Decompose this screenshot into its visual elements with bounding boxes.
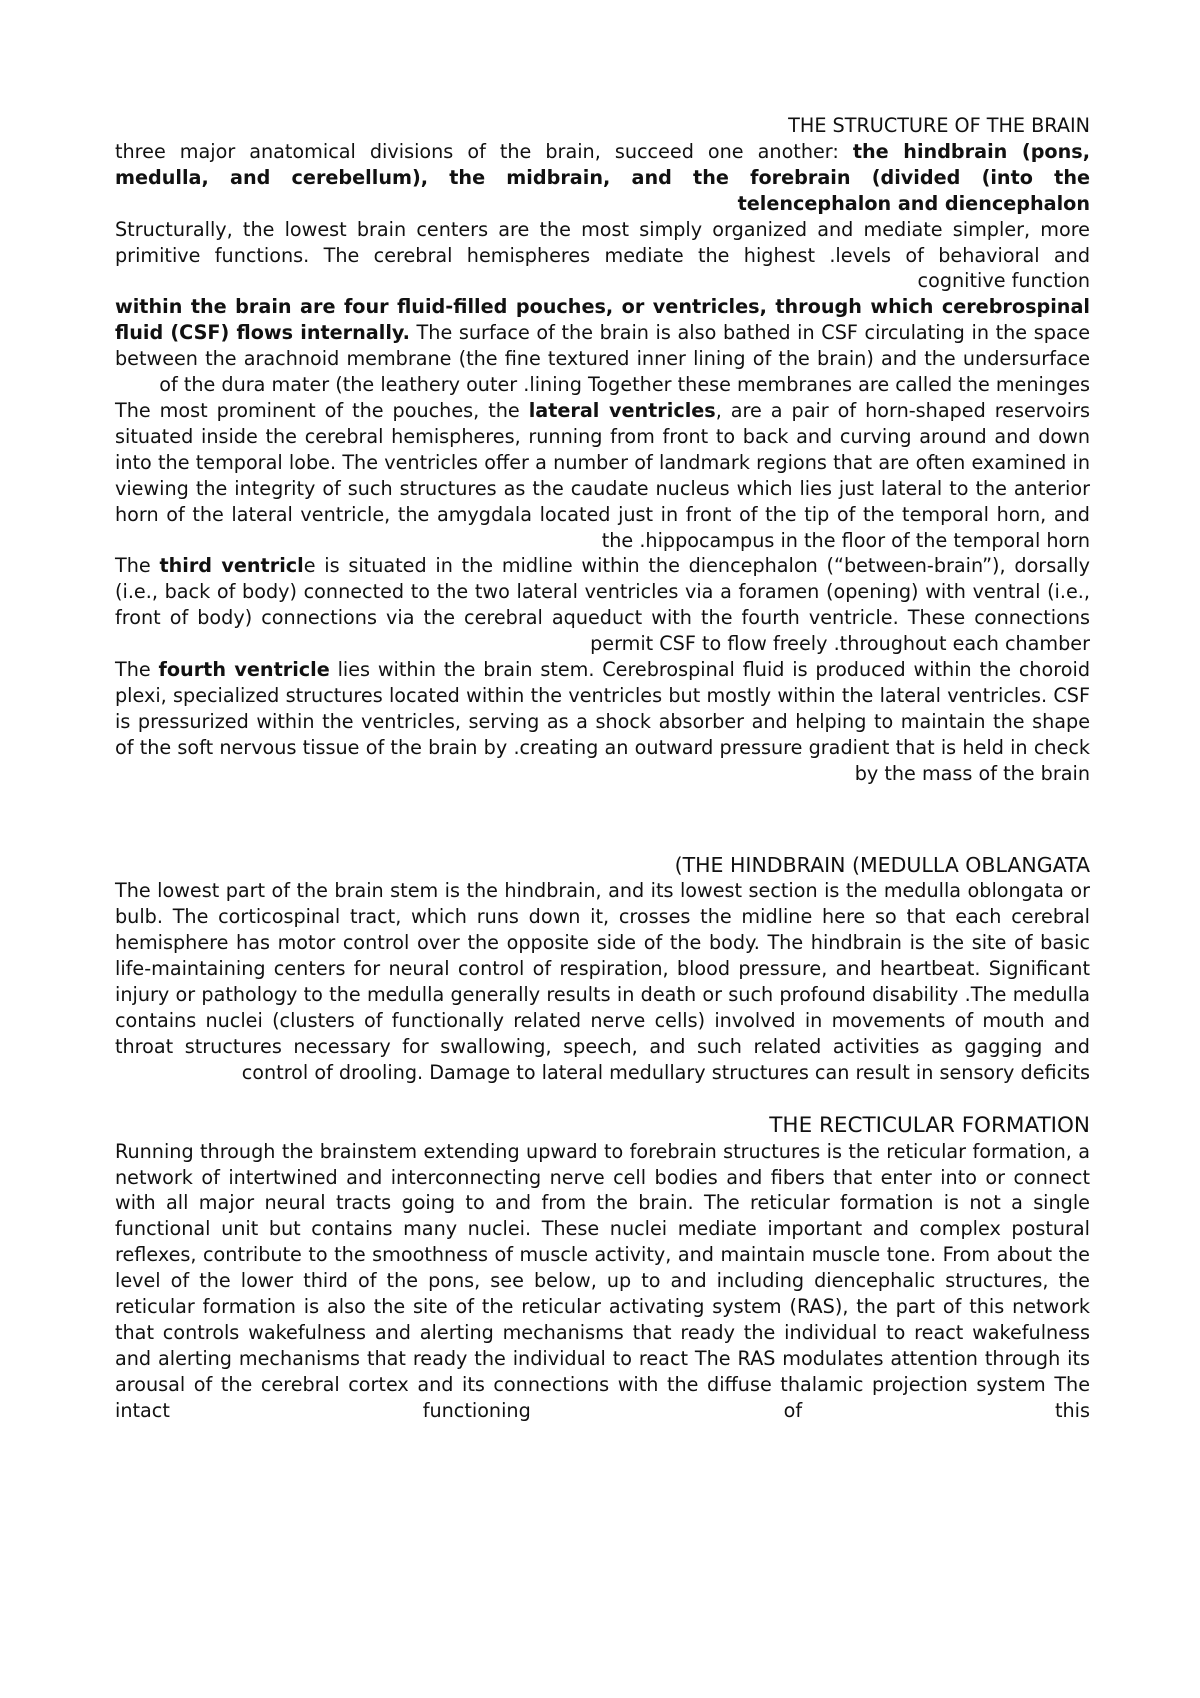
- hindbrain-heading: (THE HINDBRAIN (MEDULLA OBLANGATA: [674, 852, 1090, 877]
- lateral-text-b: , are a pair of horn-shaped reservoirs situated inside the cerebral hemispheres, running from front to back and curving around and down into the temporal lobe. The ventricles offer a number of landmark regions that are often examined in viewing the integrity of such structures as the caudate nucleus which lies just lateral to the anterior horn of the lateral ventricle, the amygdala located just in front of the tip of the temporal horn, and the .hippocampus in the floor of the temporal horn: [115, 398, 1090, 552]
- intro-paragraph-lateral-ventricles: [115, 398, 1090, 553]
- lateral-bold-text: lateral ventricles: [528, 398, 716, 422]
- ventricles-text: The surface of the brain is also bathed in CSF circulating in the space between the arachnoid membrane (the fine textured inner lining of the brain) and the undersurface of the dura mater (the leathery outer .lining Together these membranes are called the meninges: [115, 321, 1090, 397]
- intro-paragraph-ventricles: [115, 294, 1090, 398]
- intro-paragraph-fourth-ventricle: [115, 657, 1090, 787]
- hindbrain-paragraph: The lowest part of the brain stem is the hindbrain, and its lowest section is the medulla oblongata or bulb. The corticospinal tract, which runs down it, crosses the midline here so that each cerebral hemisphere has motor control over the opposite side of the body. The hindbrain is the site of basic life-maintaining centers for neural control of respiration, blood pressure, and heartbeat. Significant injury or pathology to the medulla generally results in death or such profound disability .The medulla contains nuclei (clusters of functionally related nerve cells) involved in movements of mouth and throat structures necessary for swallowing, speech, and such related activities as gagging and control of drooling. Damage to lateral medullary structures can result in sensory deficits: [115, 879, 1090, 1084]
- third-bold-text: third ventricl: [159, 554, 304, 578]
- third-text-b: e is situated in the midline within the diencephalon (“between-brain”), dorsally (i.e., back of body) connected to the two lateral ventricles via a foramen (opening) with ventral (i.e., front of body) connections via the cerebral aqueduct with the fourth ventricle. These connections permit CSF to flow freely .throughout each chamber: [115, 554, 1090, 656]
- third-text-a: The: [115, 554, 160, 578]
- intro-paragraph-structurally: Structurally, the lowest brain centers are the most simply organized and mediate simpler, more primitive functions. The cerebral hemispheres mediate the highest .levels of behavioral and cognitive function: [115, 217, 1090, 293]
- reticular-heading: THE RECTICULAR FORMATION: [769, 1112, 1090, 1138]
- ventricles-bold-text: within the brain are four fluid-filled pouches, or ventricles, through which cerebrospinal fluid (CSF) flows internally.: [115, 295, 1090, 345]
- document-title: THE STRUCTURE OF THE BRAIN: [788, 114, 1090, 137]
- fourth-text-a: The: [115, 658, 159, 682]
- reticular-paragraph: Running through the brainstem extending upward to forebrain structures is the reticular formation, a network of intertwined and interconnecting nerve cell bodies and fibers that enter into or connect with all major neural tracts going to and from the brain. The reticular formation is not a single functional unit but contains many nuclei. These nuclei mediate important and complex postural reflexes, contribute to the smoothness of muscle activity, and maintain muscle tone. From about the level of the lower third of the pons, see below, up to and including diencephalic structures, the reticular formation is also the site of the reticular activating system (RAS), the part of this network that controls wakefulness and alerting mechanisms that ready the individual to react wakefulness and alerting mechanisms that ready the individual to react The RAS modulates attention through its arousal of the cerebral cortex and its connections with the diffuse thalamic projection system The intact functioning of this: [115, 1139, 1090, 1422]
- intro-paragraph-divisions: [115, 139, 1090, 217]
- divisions-text: three major anatomical divisions of the brain, succeed one another:: [115, 139, 853, 163]
- fourth-bold-text: fourth ventricle: [158, 658, 330, 682]
- fourth-text-b: lies within the brain stem. Cerebrospinal fluid is produced within the choroid plexi, specialized structures located within the ventricles but mostly within the lateral ventricles. CSF is pressurized within the ventricles, serving as a shock absorber and helping to maintain the shape of the soft nervous tissue of the brain by .creating an outward pressure gradient that is held in check by the mass of the brain: [115, 658, 1090, 785]
- divisions-bold-text: the hindbrain (pons, medulla, and cerebellum), the midbrain, and the forebrain (divided (into the telencephalon and diencephalon: [115, 139, 1090, 215]
- lateral-text-a: The most prominent of the pouches, the: [115, 398, 529, 422]
- intro-paragraph-third-ventricle: [115, 553, 1090, 657]
- document-page: [115, 113, 1090, 1424]
